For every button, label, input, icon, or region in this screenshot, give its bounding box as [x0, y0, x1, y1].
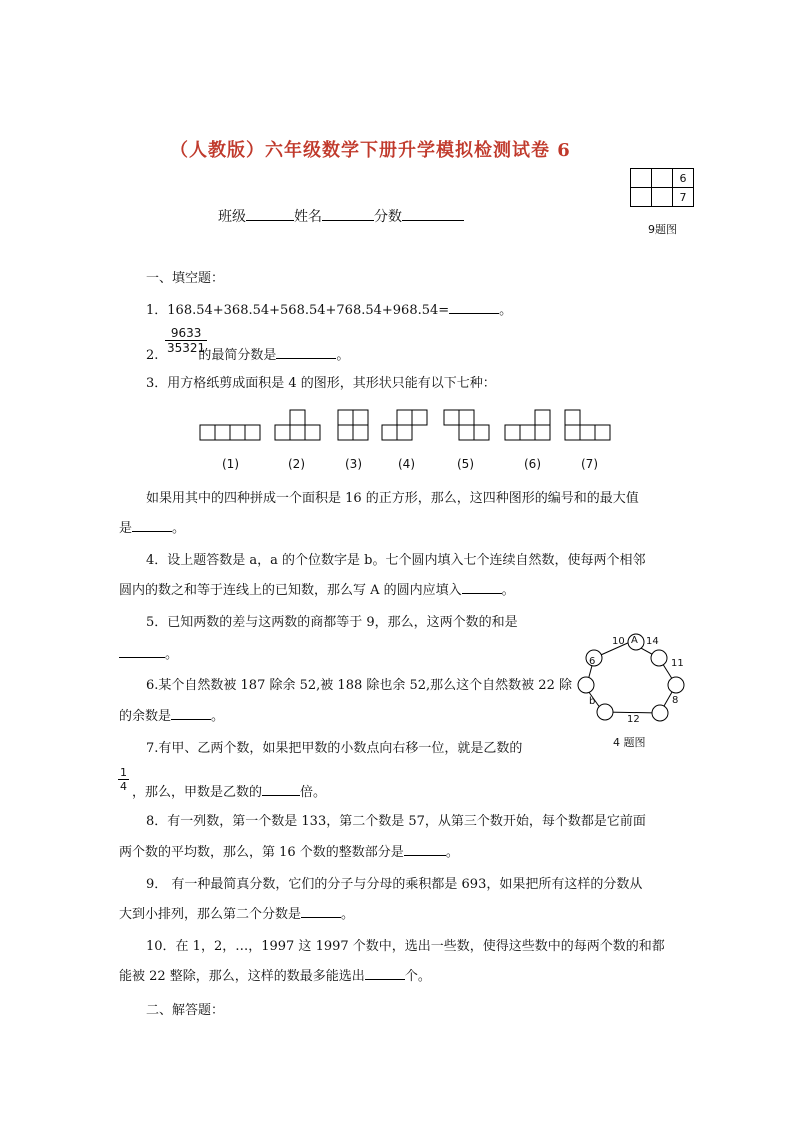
shape-label-5: (5): [457, 457, 474, 471]
answer-blank[interactable]: [404, 855, 446, 856]
shape-label-4: (4): [398, 457, 415, 471]
question-8-end: 。: [445, 845, 459, 860]
question-4-line1: 4．设上题答数是 a，a 的个位数字是 b。七个圆内填入七个连续自然数，使每两个相邻: [146, 553, 646, 568]
shape-label-1: (1): [222, 457, 239, 471]
class-label: 班级: [218, 209, 246, 225]
shape-7: [565, 410, 610, 440]
student-info-line: [218, 208, 464, 226]
name-blank[interactable]: [322, 220, 374, 221]
question-3-end: 。: [172, 521, 186, 536]
shape-4: [382, 410, 427, 440]
name-label: 姓名: [294, 209, 322, 225]
question-9-end: 。: [341, 907, 355, 922]
shape-5: [444, 410, 489, 440]
grid-cell: [631, 169, 652, 188]
fraction-denominator: 35321: [167, 341, 206, 355]
question-10-line1: 10．在 1，2，…，1997 这 1997 个数中，选出一些数，使得这些数中的每两个数的和都: [146, 939, 665, 954]
grid-caption: 9题图: [648, 223, 677, 236]
question-8-line2-text: 两个数的平均数，那么，第 16 个数的整数部分是: [119, 845, 404, 860]
question-2-end: 。: [336, 348, 350, 363]
ring-caption: 4 题图: [613, 736, 646, 749]
answer-blank[interactable]: [462, 593, 502, 594]
ring-label: 14: [646, 636, 659, 647]
question-4-line2-text: 圆内的数之和等于连线上的已知数，那么写 A 的圆内应填入: [119, 583, 462, 598]
answer-blank[interactable]: [301, 917, 341, 918]
question-1-end: 。: [499, 303, 513, 318]
shape-1: [200, 425, 260, 440]
question-2-number: 2.: [146, 348, 159, 363]
grid-cell: [631, 188, 652, 207]
score-label: 分数: [374, 209, 402, 225]
question-10-end: 个。: [404, 969, 431, 984]
shape-label-3: (3): [345, 457, 362, 471]
ring-label: 10: [612, 636, 625, 647]
question-3-line2-text: 是: [119, 521, 133, 536]
grid-figure-9: [630, 168, 694, 207]
ring-label: 6: [589, 656, 596, 667]
question-9-line2-text: 大到小排列，那么第二个分数是: [119, 907, 302, 922]
answer-blank[interactable]: [132, 531, 172, 532]
shape-label-2: (2): [288, 457, 305, 471]
answer-blank[interactable]: [276, 358, 336, 359]
question-3-line1: 如果用其中的四种拼成一个面积是 16 的正方形，那么，这四种图形的编号和的最大值: [146, 491, 639, 506]
question-10-line2-text: 能被 22 整除，那么，这样的数最多能选出: [119, 969, 365, 984]
fraction-numerator: 9633: [165, 326, 207, 341]
question-6-line2: [119, 708, 224, 726]
ring-label: b: [589, 696, 596, 707]
answer-blank[interactable]: [365, 979, 405, 980]
question-2: [146, 347, 349, 365]
answer-blank[interactable]: [119, 657, 165, 658]
question-8-line1: 8．有一列数，第一个数是 133，第二个数是 57，从第三个数开始，每个数都是它前面: [146, 814, 646, 829]
question-5-line2: [119, 646, 178, 664]
question-6-line2-text: 的余数是: [119, 709, 172, 724]
question-1: [146, 302, 512, 320]
ring-label: 8: [672, 695, 679, 706]
ring-center-letter: A: [631, 635, 638, 646]
question-4-end: 。: [501, 583, 515, 598]
fraction-denominator: 4: [120, 780, 127, 793]
grid-cell: [652, 169, 673, 188]
question-9-line1: 9． 有一种最简真分数，它们的分子与分母的乘积都是 693，如果把所有这样的分数从: [146, 877, 643, 892]
score-blank[interactable]: [402, 220, 464, 221]
section-heading-2: 二、解答题：: [146, 1003, 225, 1018]
question-10-line2: [119, 968, 431, 986]
question-8-line2: [119, 844, 459, 862]
grid-cell: 7: [673, 188, 694, 207]
answer-blank[interactable]: [171, 719, 211, 720]
shape-3: [338, 410, 368, 440]
question-4-line2: [119, 582, 515, 600]
section-heading-1: 一、填空题：: [146, 271, 225, 286]
question-9-line2: [119, 906, 354, 924]
question-5-line1: 5．已知两数的差与这两数的商都等于 9，那么，这两个数的和是: [146, 615, 518, 630]
question-6-end: 。: [211, 709, 225, 724]
question-7-line2-text: ，那么，甲数是乙数的: [132, 785, 263, 800]
class-blank[interactable]: [246, 220, 294, 221]
question-3: 3．用方格纸剪成面积是 4 的图形，其形状只能有以下七种：: [146, 376, 496, 391]
answer-blank[interactable]: [449, 313, 499, 314]
question-5-end: 。: [165, 647, 179, 662]
ring-label: 12: [627, 714, 640, 725]
question-7-line2: [132, 784, 326, 802]
ring-label: 11: [671, 658, 684, 669]
question-6-line1: 6.某个自然数被 187 除余 52,被 188 除也余 52,那么这个自然数被 22 除: [146, 678, 572, 693]
question-7-line1: 7.有甲、乙两个数，如果把甲数的小数点向右移一位，就是乙数的: [146, 741, 523, 756]
question-1-text: 1．168.54+368.54+568.54+768.54+968.54=: [146, 303, 450, 318]
grid-cell: [652, 188, 673, 207]
question-7-end: 倍。: [300, 785, 327, 800]
shape-label-7: (7): [581, 457, 598, 471]
shape-2: [275, 410, 320, 440]
fraction-numerator: 1: [120, 766, 127, 779]
answer-blank[interactable]: [262, 795, 300, 796]
question-2-text: 的最简分数是: [198, 348, 277, 363]
shape-label-6: (6): [524, 457, 541, 471]
page-title: （人教版）六年级数学下册升学模拟检测试卷 6: [170, 140, 571, 161]
shape-6: [505, 410, 550, 440]
grid-cell: 6: [673, 169, 694, 188]
fraction-q7: [118, 766, 129, 793]
question-3-line2: [119, 520, 185, 538]
